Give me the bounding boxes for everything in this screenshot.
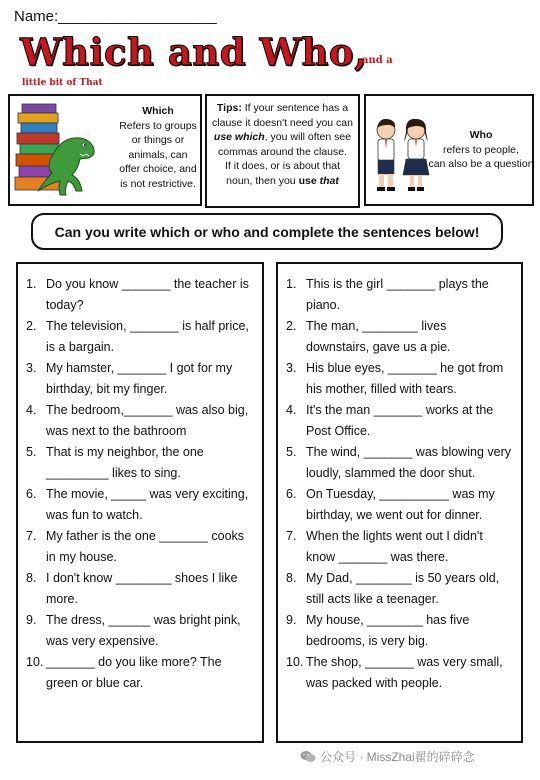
exercise-sentence: My Dad, ________ is 50 years old, still acts like a teenager. bbox=[306, 571, 500, 606]
exercise-number: 9. bbox=[26, 613, 37, 627]
exercise-number: 9. bbox=[286, 613, 297, 627]
exercise-number: 3. bbox=[286, 361, 297, 375]
exercise-sentence: It's the man _______ works at the Post Office. bbox=[306, 403, 494, 438]
exercise-item bbox=[286, 400, 513, 442]
exercise-item bbox=[286, 274, 513, 316]
exercise-sentence: The dress, ______ was bright pink, was very expensive. bbox=[46, 613, 241, 648]
exercise-number: 8. bbox=[286, 571, 297, 585]
left-exercise-column bbox=[16, 262, 264, 743]
which-line: is not restrictive. bbox=[120, 177, 196, 190]
name-line: Name:___________________ bbox=[14, 8, 217, 25]
exercise-sentence: On Tuesday, __________ was my birthday, we went out for dinner. bbox=[306, 487, 495, 522]
exercise-number: 1. bbox=[26, 277, 37, 291]
tips-text-part: If it does, or is about that noun, then you bbox=[225, 160, 340, 187]
exercise-number: 10. bbox=[286, 655, 304, 669]
exercise-item bbox=[26, 442, 254, 484]
exercise-sentence: The man, ________ lives downstairs, gave us a pie. bbox=[306, 319, 451, 354]
wechat-icon bbox=[300, 750, 316, 763]
exercise-item bbox=[26, 652, 254, 694]
worksheet-subtitle: little bit of That bbox=[22, 78, 103, 88]
exercise-item bbox=[286, 358, 513, 400]
exercise-item bbox=[26, 316, 254, 358]
exercise-number: 6. bbox=[286, 487, 297, 501]
exercise-sentence: Do you know _______ the teacher is today? bbox=[46, 277, 249, 312]
exercise-number: 7. bbox=[286, 529, 297, 543]
left-exercise-list bbox=[18, 264, 262, 694]
watermark-text: 公众号 · MissZhai翟的碎碎念 bbox=[320, 750, 475, 764]
exercise-sentence: When the lights went out I didn't know _______ was there. bbox=[306, 529, 483, 564]
exercise-item bbox=[286, 526, 513, 568]
exercise-number: 5. bbox=[26, 445, 37, 459]
exercise-sentence: My house, ________ has five bedrooms, is very big. bbox=[306, 613, 470, 648]
tips-text-part: , you will often see commas around the clause. bbox=[218, 131, 352, 158]
who-definition bbox=[424, 128, 538, 172]
which-line: or things or bbox=[131, 134, 185, 146]
exercise-item bbox=[26, 358, 254, 400]
which-box bbox=[8, 94, 202, 206]
right-exercise-column bbox=[276, 262, 523, 743]
exercise-number: 8. bbox=[26, 571, 37, 585]
exercise-item bbox=[26, 400, 254, 442]
instruction-banner: Can you write which or who and complete the sentences below! bbox=[31, 213, 503, 250]
who-heading: Who bbox=[469, 129, 493, 141]
exercise-sentence: The bedroom,_______ was also big, was next to the bathroom bbox=[46, 403, 249, 438]
tips-text bbox=[207, 96, 358, 193]
exercise-item bbox=[26, 526, 254, 568]
exercise-sentence: My father is the one _______ cooks in my house. bbox=[46, 529, 245, 564]
tips-emphasis: use which bbox=[213, 131, 265, 143]
exercise-item bbox=[26, 274, 254, 316]
which-heading: Which bbox=[142, 105, 174, 117]
exercise-item bbox=[26, 568, 254, 610]
exercise-sentence: The television, _______ is half price, is a bargain. bbox=[46, 319, 249, 354]
who-line: refers to people, bbox=[443, 143, 519, 156]
exercise-item bbox=[286, 610, 513, 652]
exercise-sentence: His blue eyes, _______ he got from his mother, filled with tears. bbox=[306, 361, 504, 396]
exercise-sentence: The shop, _______ was very small, was packed with people. bbox=[306, 655, 503, 690]
exercise-number: 3. bbox=[26, 361, 37, 375]
exercise-number: 4. bbox=[26, 403, 37, 417]
watermark bbox=[300, 748, 475, 765]
exercise-number: 1. bbox=[286, 277, 297, 291]
which-line: animals, can bbox=[128, 148, 188, 161]
which-line: offer choice, and bbox=[119, 163, 197, 175]
exercise-sentence: The wind, _______ was blowing very loudly, slammed the door shut. bbox=[306, 445, 511, 480]
exercise-sentence: My hamster, _______ I got for my birthday, bit my finger. bbox=[46, 361, 233, 396]
exercise-sentence: _______ do you like more? The green or blue car. bbox=[46, 655, 222, 690]
exercise-item bbox=[286, 316, 513, 358]
tips-emphasis: that bbox=[319, 174, 339, 187]
exercise-sentence: This is the girl _______ plays the piano. bbox=[306, 277, 489, 312]
title-and-a: and a bbox=[362, 55, 393, 66]
worksheet-title: Which and Who, bbox=[20, 30, 368, 74]
exercise-sentence: That is my neighbor, the one _________ likes to sing. bbox=[46, 445, 204, 480]
exercise-number: 6. bbox=[26, 487, 37, 501]
exercise-number: 2. bbox=[26, 319, 37, 333]
exercise-number: 2. bbox=[286, 319, 297, 333]
who-line: can also be a question bbox=[428, 158, 534, 170]
which-definition bbox=[112, 104, 204, 191]
exercise-item bbox=[286, 568, 513, 610]
books-dinosaur-illustration bbox=[12, 98, 112, 204]
tips-label: Tips: bbox=[216, 102, 242, 114]
tips-text-part: If your sentence has a clause it doesn't need you can bbox=[212, 102, 353, 129]
right-exercise-list bbox=[278, 264, 521, 694]
tips-paragraph-1 bbox=[211, 101, 354, 159]
exercise-item bbox=[26, 610, 254, 652]
exercise-number: 7. bbox=[26, 529, 37, 543]
exercise-item bbox=[286, 484, 513, 526]
exercise-item bbox=[286, 442, 513, 484]
which-line: Refers to groups bbox=[119, 119, 197, 132]
tips-bold: use bbox=[298, 174, 320, 187]
exercise-item bbox=[26, 484, 254, 526]
exercise-item bbox=[286, 652, 513, 694]
tips-paragraph-2 bbox=[211, 159, 354, 188]
exercise-number: 5. bbox=[286, 445, 297, 459]
who-box bbox=[364, 94, 534, 206]
exercise-sentence: I don't know ________ shoes I like more. bbox=[46, 571, 238, 606]
exercise-number: 10. bbox=[26, 655, 44, 669]
exercise-number: 4. bbox=[286, 403, 297, 417]
exercise-sentence: The movie, _____ was very exciting, was fun to watch. bbox=[46, 487, 249, 522]
tips-box bbox=[205, 94, 360, 208]
